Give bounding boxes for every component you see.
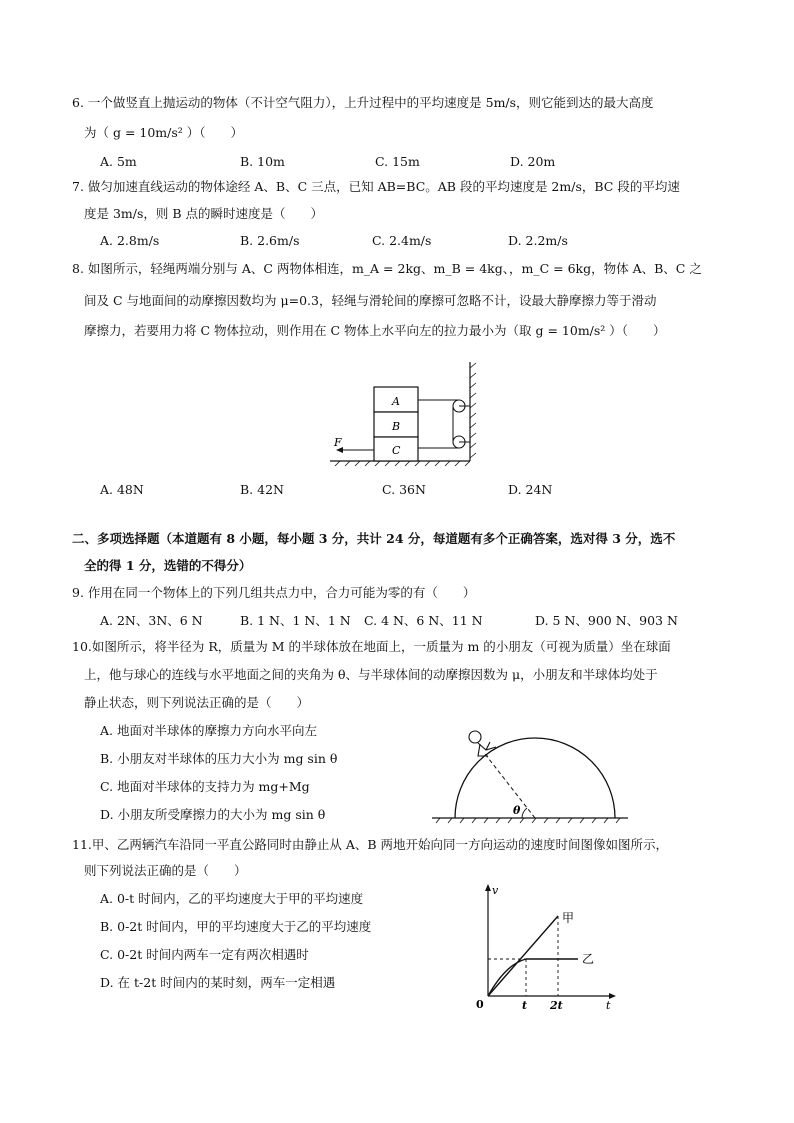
angle-arc xyxy=(522,808,527,818)
q8-option-b: B. 42N xyxy=(240,482,284,497)
q8-figure-blocks-pulley xyxy=(330,360,490,470)
section-2-heading-line2: 全的得 1 分，选错的不得分） xyxy=(84,558,252,573)
q6-option-d: D. 20m xyxy=(510,154,556,169)
origin-label: 0 xyxy=(476,998,484,1011)
q8-option-d: D. 24N xyxy=(508,482,553,497)
q6-stem-line2: 为（ g = 10m/s² ）（ ） xyxy=(84,125,244,140)
q11-option-d: D. 在 t-2t 时间内的某时刻，两车一定相遇 xyxy=(100,975,336,990)
q7-option-c: C. 2.4m/s xyxy=(372,233,432,248)
v-axis-label: v xyxy=(492,884,499,897)
tick-2t: 2t xyxy=(550,999,563,1012)
q9-option-c: C. 4 N、6 N、11 N xyxy=(364,613,483,628)
q11-stem-line2: 则下列说法正确的是（ ） xyxy=(84,863,247,878)
q9-option-d: D. 5 N、900 N、903 N xyxy=(535,613,678,628)
q8-stem-line2: 间及 C 与地面间的动摩擦因数均为 μ=0.3，轻绳与滑轮间的摩擦可忽略不计，设最大静摩擦力等于滑动 xyxy=(84,293,657,308)
q7-option-d: D. 2.2m/s xyxy=(508,233,568,248)
q8-option-a: A. 48N xyxy=(100,482,144,497)
tick-t: t xyxy=(522,999,528,1012)
yi-label: 乙 xyxy=(582,952,595,966)
q9-option-b: B. 1 N、1 N、1 N xyxy=(240,613,351,628)
q10-figure-hemisphere xyxy=(430,720,630,830)
q6-stem-line1: 6. 一个做竖直上抛运动的物体（不计空气阻力），上升过程中的平均速度是 5m/s，则它能到达的最大高度 xyxy=(72,95,654,110)
q7-stem-line2: 度是 3m/s，则 B 点的瞬时速度是（ ） xyxy=(84,206,324,221)
q10-stem-line3: 静止状态，则下列说法正确的是（ ） xyxy=(84,695,310,710)
label-f: F xyxy=(334,436,342,449)
q8-stem-line3: 摩擦力，若要用力将 C 物体拉动，则作用在 C 物体上水平向左的拉力最小为（取 g = 10m/s² ）（ ） xyxy=(84,323,666,338)
q10-stem-line1: 10.如图所示，将半径为 R，质量为 M 的半球体放在地面上，一质量为 m 的小朋友（可视为质量）坐在球面 xyxy=(72,639,671,654)
q6-option-b: B. 10m xyxy=(240,154,285,169)
q11-vt-graph xyxy=(470,880,620,1015)
q7-stem-line1: 7. 做匀加速直线运动的物体途经 A、B、C 三点，已知 AB=BC。AB 段的平均速度是 2m/s，BC 段的平均速 xyxy=(72,179,680,194)
q10-stem-line2: 上，他与球心的连线与水平地面之间的夹角为 θ、与半球体间的动摩擦因数为 μ，小朋友和半球体均处于 xyxy=(84,667,658,682)
q9-stem: 9. 作用在同一个物体上的下列几组共点力中，合力可能为零的有（ ） xyxy=(72,585,476,600)
ground-hatch xyxy=(436,818,620,823)
wall-hatch xyxy=(470,363,476,458)
theta-label: θ xyxy=(513,804,521,817)
section-2-heading-line1: 二、多项选择题（本道题有 8 小题，每小题 3 分，共计 24 分，每道题有多个正确答案，选对得 3 分，选不 xyxy=(72,531,676,546)
child-figure xyxy=(469,731,496,756)
q11-stem-line1: 11.甲、乙两辆汽车沿同一平直公路同时由静止从 A、B 两地开始向同一方向运动的速度时间图像如图所示， xyxy=(72,837,669,852)
q11-option-a: A. 0-t 时间内，乙的平均速度大于甲的平均速度 xyxy=(100,891,364,906)
q10-option-a: A. 地面对半球体的摩擦力方向水平向左 xyxy=(100,723,317,738)
q10-option-d: D. 小朋友所受摩擦力的大小为 mg sin θ xyxy=(100,807,326,822)
q7-option-b: B. 2.6m/s xyxy=(240,233,300,248)
label-b: B xyxy=(392,420,401,433)
jia-line xyxy=(488,916,558,996)
q11-option-c: C. 0-2t 时间内两车一定有两次相遇时 xyxy=(100,947,309,962)
yi-curve xyxy=(488,959,578,996)
q11-option-b: B. 0-2t 时间内，甲的平均速度大于乙的平均速度 xyxy=(100,919,372,934)
q7-option-a: A. 2.8m/s xyxy=(100,233,160,248)
q6-option-a: A. 5m xyxy=(100,154,137,169)
t-axis-label: t xyxy=(606,999,611,1012)
q8-stem-line1: 8. 如图所示，轻绳两端分别与 A、C 两物体相连，m_A = 2kg、m_B = 4kg、，m_C = 6kg，物体 A、B、C 之 xyxy=(72,261,702,276)
q10-option-b: B. 小朋友对半球体的压力大小为 mg sin θ xyxy=(100,751,338,766)
jia-label: 甲 xyxy=(562,911,575,925)
ground-hatch xyxy=(335,461,470,466)
label-c: C xyxy=(392,444,401,457)
q8-option-c: C. 36N xyxy=(382,482,426,497)
q10-option-c: C. 地面对半球体的支持力为 mg+Mg xyxy=(100,779,310,794)
v-axis-arrow xyxy=(485,884,491,891)
label-a: A xyxy=(392,395,400,408)
q6-option-c: C. 15m xyxy=(375,154,420,169)
radius-dashed xyxy=(485,754,535,818)
q9-option-a: A. 2N、3N、6 N xyxy=(100,613,203,628)
